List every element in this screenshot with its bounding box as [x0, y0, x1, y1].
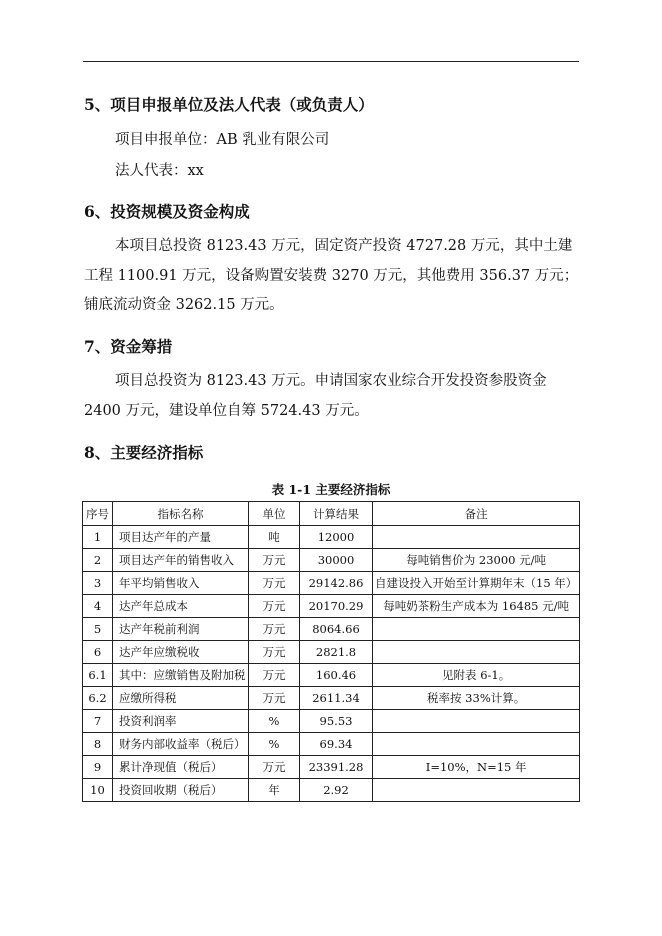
investment-line-1: 本项目总投资 8123.43 万元，固定资产投资 4727.28 万元，其中土建: [115, 238, 573, 254]
row-result: 12000: [300, 526, 373, 549]
row-remark: [373, 641, 580, 664]
applicant-line: 项目申报单位：AB 乳业有限公司: [115, 132, 330, 148]
row-result: 69.34: [300, 733, 373, 756]
table-row: [83, 595, 580, 618]
row-unit: 万元: [249, 664, 300, 687]
row-remark: [373, 526, 580, 549]
header-rule: [83, 61, 579, 62]
table-caption: 表 1-1 主要经济指标: [271, 482, 391, 497]
row-unit: 万元: [249, 572, 300, 595]
row-result: 23391.28: [300, 756, 373, 779]
row-result: 160.46: [300, 664, 373, 687]
table-row: [83, 687, 580, 710]
header-unit: 单位: [249, 502, 300, 526]
row-unit: 吨: [249, 526, 300, 549]
table-row: [83, 526, 580, 549]
row-index: 4: [83, 595, 113, 618]
row-result: 95.53: [300, 710, 373, 733]
row-remark: 税率按 33%计算。: [373, 687, 580, 710]
row-unit: 万元: [249, 549, 300, 572]
row-remark: [373, 710, 580, 733]
table-row: [83, 618, 580, 641]
row-remark: 每吨奶茶粉生产成本为 16485 元/吨: [373, 595, 580, 618]
heading-section-5: 5、项目申报单位及法人代表（或负责人）: [84, 95, 374, 114]
row-indicator: 项目达产年的销售收入: [113, 549, 249, 572]
row-indicator: 其中：应缴销售及附加税: [113, 664, 249, 687]
row-index: 3: [83, 572, 113, 595]
row-index: 8: [83, 733, 113, 756]
row-unit: 万元: [249, 618, 300, 641]
header-remark: 备注: [373, 502, 580, 526]
row-remark: 每吨销售价为 23000 元/吨: [373, 549, 580, 572]
row-unit: 年: [249, 779, 300, 802]
heading-section-7: 7、资金筹措: [84, 337, 173, 356]
row-remark: 自建设投入开始至计算期年末（15 年）: [373, 572, 580, 595]
row-unit: 万元: [249, 756, 300, 779]
table-row: [83, 710, 580, 733]
row-index: 2: [83, 549, 113, 572]
row-remark: [373, 618, 580, 641]
investment-line-3: 铺底流动资金 3262.15 万元。: [84, 297, 284, 313]
table-row: [83, 733, 580, 756]
table-row: [83, 641, 580, 664]
row-index: 7: [83, 710, 113, 733]
row-unit: %: [249, 710, 300, 733]
row-index: 10: [83, 779, 113, 802]
row-remark: [373, 779, 580, 802]
row-result: 2.92: [300, 779, 373, 802]
row-index: 1: [83, 526, 113, 549]
row-index: 6.2: [83, 687, 113, 710]
funding-line-2: 2400 万元，建设单位自筹 5724.43 万元。: [84, 403, 369, 419]
table-row: [83, 664, 580, 687]
row-index: 5: [83, 618, 113, 641]
row-unit: %: [249, 733, 300, 756]
row-result: 2821.8: [300, 641, 373, 664]
header-result: 计算结果: [300, 502, 373, 526]
row-result: 2611.34: [300, 687, 373, 710]
economic-indicators-table: [82, 501, 580, 802]
row-indicator: 项目达产年的产量: [113, 526, 249, 549]
row-indicator: 达产年税前利润: [113, 618, 249, 641]
header-indicator: 指标名称: [113, 502, 249, 526]
row-index: 6: [83, 641, 113, 664]
row-result: 29142.86: [300, 572, 373, 595]
table-row: [83, 572, 580, 595]
row-indicator: 达产年总成本: [113, 595, 249, 618]
row-unit: 万元: [249, 641, 300, 664]
table-row: [83, 756, 580, 779]
heading-section-6: 6、投资规模及资金构成: [84, 202, 250, 221]
row-unit: 万元: [249, 595, 300, 618]
row-indicator: 达产年应缴税收: [113, 641, 249, 664]
investment-line-2: 工程 1100.91 万元，设备购置安装费 3270 万元，其他费用 356.37 万元；: [84, 268, 579, 284]
row-indicator: 财务内部收益率（税后）: [113, 733, 249, 756]
row-indicator: 累计净现值（税后）: [113, 756, 249, 779]
table-row: [83, 549, 580, 572]
row-result: 8064.66: [300, 618, 373, 641]
row-result: 30000: [300, 549, 373, 572]
legal-rep-line: 法人代表：xx: [115, 163, 204, 179]
row-index: 6.1: [83, 664, 113, 687]
table-header-row: [83, 502, 580, 526]
row-indicator: 年平均销售收入: [113, 572, 249, 595]
row-result: 20170.29: [300, 595, 373, 618]
table-row: [83, 779, 580, 802]
row-remark: I=10%，N=15 年: [373, 756, 580, 779]
row-unit: 万元: [249, 687, 300, 710]
row-indicator: 投资利润率: [113, 710, 249, 733]
row-index: 9: [83, 756, 113, 779]
row-remark: [373, 733, 580, 756]
heading-section-8: 8、主要经济指标: [84, 443, 204, 462]
row-remark: 见附表 6-1。: [373, 664, 580, 687]
header-index: 序号: [83, 502, 113, 526]
funding-line-1: 项目总投资为 8123.43 万元。申请国家农业综合开发投资参股资金: [115, 373, 547, 389]
row-indicator: 投资回收期（税后）: [113, 779, 249, 802]
row-indicator: 应缴所得税: [113, 687, 249, 710]
